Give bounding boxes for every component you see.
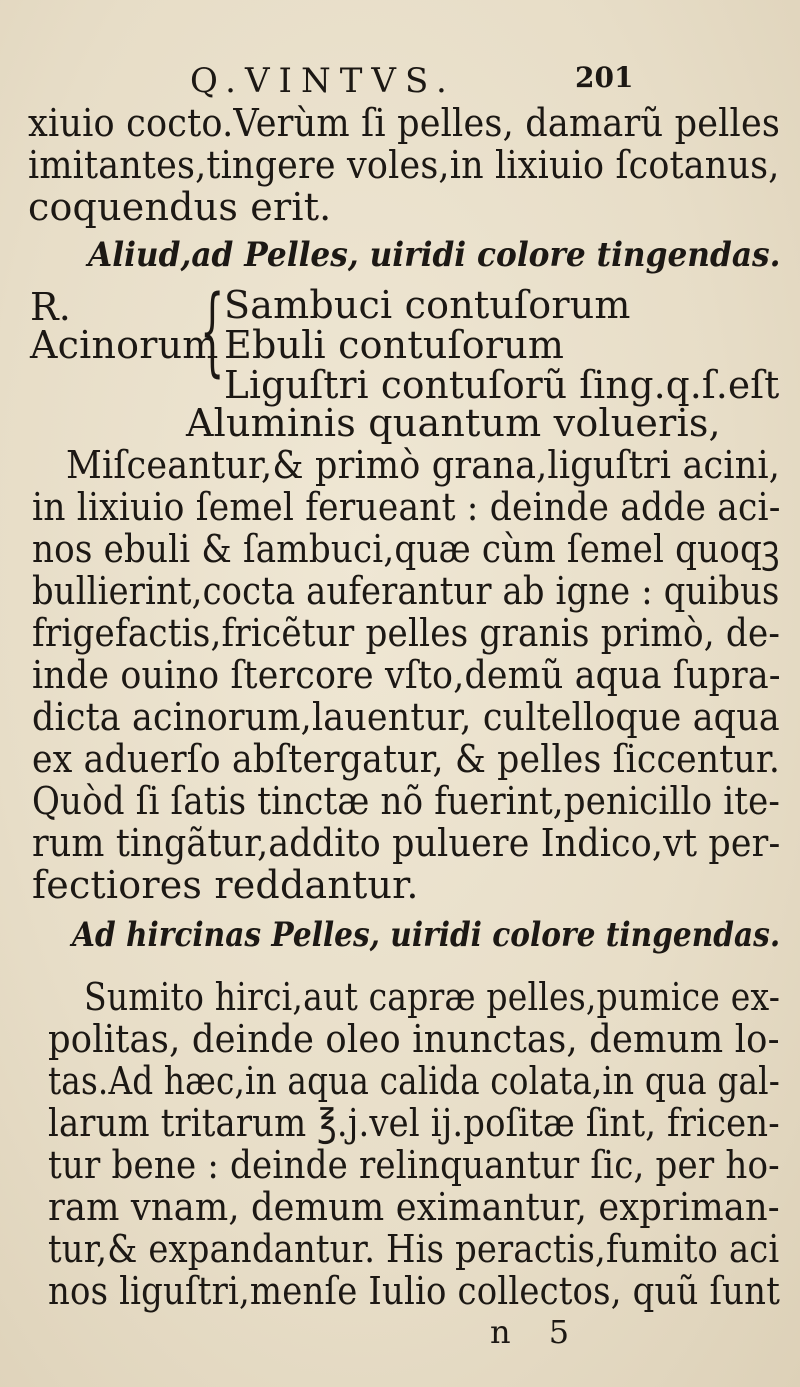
recipe-brace: { [200,275,225,387]
paragraph2-line-3: nos ebuli & ſambuci,quæ cùm ſemel quoqꝫ [32,527,780,571]
paragraph3-line-2: politas, deinde oleo inunctas, demum lo- [48,1017,780,1061]
paragraph2-line-6: inde ouino ſtercore vſto,demũ aqua ſupra- [32,653,781,697]
paragraph1-line-1: xiuio cocto.Verùm ſi pelles, damarũ pelles [28,101,781,145]
page-number: 201 [575,61,634,94]
signature-mark: n 5 [490,1313,584,1351]
paragraph2-line-8: ex aduerſo abſtergatur, & pelles ſiccentur. [32,737,781,781]
paragraph2-line-10: rum tingãtur,addito puluere Indico,vt per- [32,821,781,865]
paragraph3-line-6: ram vnam, demum eximantur, expriman- [48,1185,780,1229]
section-heading-1: Aliud,ad Pelles, uiridi colore tingendas. [88,235,781,275]
paragraph2-line-11: fectiores reddantur. [32,863,419,907]
paragraph2-line-2: in lixiuio ſemel ferueant : deinde adde aci- [32,485,781,529]
recipe-acinorum-label: Acinorum [30,323,219,367]
paragraph2-line-5: frigefactis,fricẽtur pelles granis primò, de- [32,611,781,655]
paragraph3-line-3: tas.Ad hæc,in aqua calida colata,in qua gal- [48,1059,780,1103]
recipe-item-3: Liguſtri contuſorũ ſing.q.ſ.eſt [224,363,780,407]
paragraph3-line-1: Sumito hirci,aut capræ pelles,pumice ex- [84,975,781,1019]
recipe-r-label: R. [30,285,72,329]
paragraph3-line-5: tur bene : deinde relinquantur ſic, per ho- [48,1143,780,1187]
paragraph2-line-4: bullierint,cocta auferantur ab igne : quibus [32,569,780,613]
paragraph1-line-3: coquendus erit. [28,185,332,229]
recipe-aluminis: Aluminis quantum volueris, [186,401,721,445]
paragraph2-line-7: dicta acinorum,lauentur, cultelloque aqua [32,695,780,739]
recipe-item-2: Ebuli contuſorum [224,323,565,367]
paragraph3-line-7: tur,& expandantur. His peractis,fumito aci [48,1227,780,1271]
recipe-item-1: Sambuci contuſorum [224,283,631,327]
running-title: Q.VINTVS. [190,61,456,101]
paragraph1-line-2: imitantes,tingere voles,in lixiuio ſcotanus, [28,143,780,187]
paragraph3-line-8: nos liguſtri,menſe Iulio collectos, quũ ſunt [48,1269,780,1313]
paragraph2-line-9: Quòd ſi ſatis tinctæ nõ fuerint,penicillo ite- [32,779,781,823]
paragraph2-line-1: Miſceantur,& primò grana,liguſtri acini, [66,443,781,487]
section-heading-2: Ad hircinas Pelles, uiridi colore tingendas. [72,915,781,955]
paragraph3-line-4: larum tritarum ℥.j.vel ij.poſitæ ſint, fricen- [48,1101,780,1145]
